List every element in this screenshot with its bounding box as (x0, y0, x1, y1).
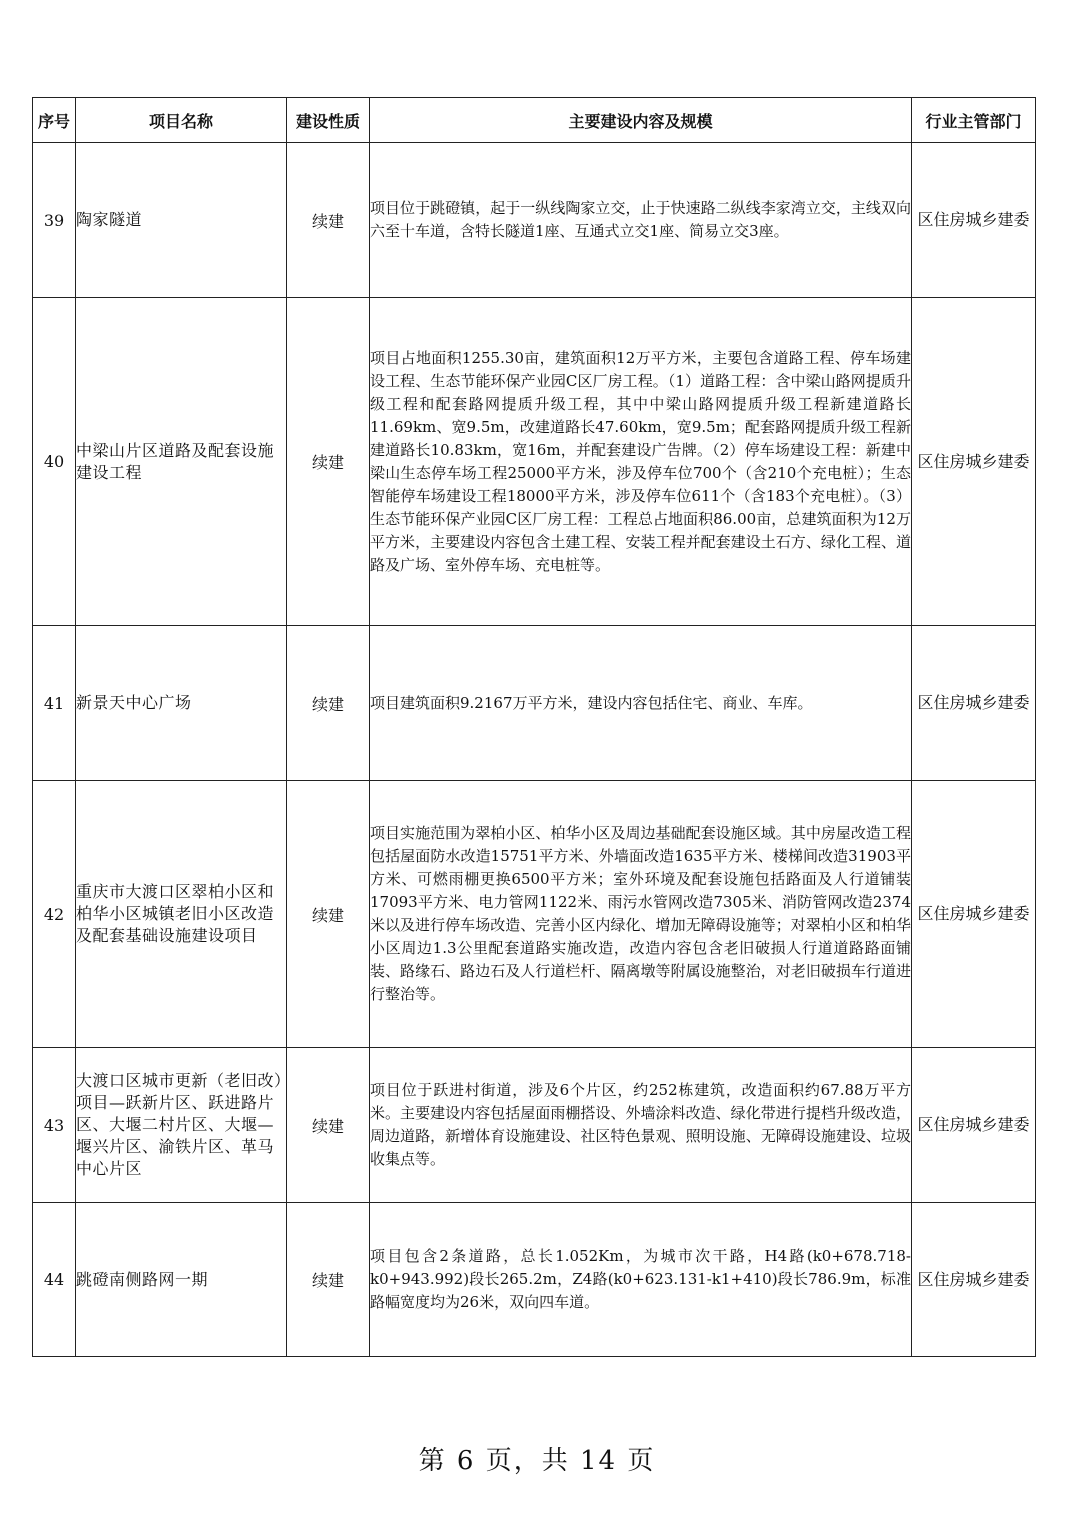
table-header-row (33, 98, 1036, 143)
row-nature: 续建 (287, 298, 370, 626)
row-dept: 区住房城乡建委 (912, 298, 1036, 626)
table-row (33, 626, 1036, 781)
row-no: 42 (33, 781, 76, 1048)
table-row (33, 1048, 1036, 1203)
row-project-name: 重庆市大渡口区翠柏小区和柏华小区城镇老旧小区改造及配套基础设施建设项目 (76, 781, 287, 1048)
row-content: 项目建筑面积9.2167万平方米，建设内容包括住宅、商业、车库。 (370, 626, 912, 781)
row-nature: 续建 (287, 1203, 370, 1357)
table-row (33, 298, 1036, 626)
table-row (33, 781, 1036, 1048)
row-content: 项目实施范围为翠柏小区、柏华小区及周边基础配套设施区域。其中房屋改造工程包括屋面防水改造15751平方米、外墙面改造1635平方米、楼梯间改造31903平方米、可燃雨棚更换6500平方米；室外环境及配套设施包括路面及人行道铺装17093平方米、电力管网1122米、雨污水管网改造7305米、消防管网改造2374米以及进行停车场改造、完善小区内绿化、增加无障碍设施等；对翠柏小区和柏华小区周边1.3公里配套道路实施改造，改造内容包含老旧破损人行道道路路面铺装、路缘石、路边石及人行道栏杆、隔离墩等附属设施整治，对老旧破损车行道进行整治等。 (370, 781, 912, 1048)
row-content: 项目占地面积1255.30亩，建筑面积12万平方米，主要包含道路工程、停车场建设工程、生态节能环保产业园C区厂房工程。（1）道路工程：含中梁山路网提质升级工程和配套路网提质升级工程，其中中梁山路网提质升级工程新建道路长11.69km、宽9.5m，改建道路长47.60km，宽9.5m；配套路网提质升级工程新建道路长10.83km，宽16m，并配套建设广告牌。（2）停车场建设工程：新建中梁山生态停车场工程25000平方米，涉及停车位700个（含210个充电桩）；生态智能停车场建设工程18000平方米，涉及停车位611个（含183个充电桩）。（3）生态节能环保产业园C区厂房工程：工程总占地面积86.00亩，总建筑面积为12万平方米，主要建设内容包含土建工程、安装工程并配套建设土石方、绿化工程、道路及广场、室外停车场、充电桩等。 (370, 298, 912, 626)
row-dept: 区住房城乡建委 (912, 1048, 1036, 1203)
row-dept: 区住房城乡建委 (912, 1203, 1036, 1357)
row-dept: 区住房城乡建委 (912, 781, 1036, 1048)
header-name: 项目名称 (76, 98, 287, 143)
row-project-name: 跳磴南侧路网一期 (76, 1203, 287, 1357)
header-no: 序号 (33, 98, 76, 143)
row-nature: 续建 (287, 1048, 370, 1203)
row-dept: 区住房城乡建委 (912, 626, 1036, 781)
row-no: 44 (33, 1203, 76, 1357)
header-content: 主要建设内容及规模 (370, 98, 912, 143)
row-project-name: 陶家隧道 (76, 143, 287, 298)
table-row (33, 1203, 1036, 1357)
row-content: 项目包含2条道路，总长1.052Km，为城市次干路，H4路(k0+678.718-k0+943.992)段长265.2m，Z4路(k0+623.131-k1+410)段长786.9m，标准路幅宽度均为26米，双向四车道。 (370, 1203, 912, 1357)
header-dept: 行业主管部门 (912, 98, 1036, 143)
row-nature: 续建 (287, 781, 370, 1048)
page-number: 第 6 页，共 14 页 (418, 1446, 656, 1476)
project-table (32, 97, 1036, 1357)
row-no: 43 (33, 1048, 76, 1203)
table-row (33, 143, 1036, 298)
row-project-name: 中梁山片区道路及配套设施建设工程 (76, 298, 287, 626)
row-no: 41 (33, 626, 76, 781)
row-dept: 区住房城乡建委 (912, 143, 1036, 298)
row-content: 项目位于跃进村街道，涉及6个片区，约252栋建筑，改造面积约67.88万平方米。主要建设内容包括屋面雨棚搭设、外墙涂料改造、绿化带进行提档升级改造，周边道路，新增体育设施建设、社区特色景观、照明设施、无障碍设施建设、垃圾收集点等。 (370, 1048, 912, 1203)
row-nature: 续建 (287, 143, 370, 298)
row-project-name: 新景天中心广场 (76, 626, 287, 781)
row-no: 40 (33, 298, 76, 626)
row-no: 39 (33, 143, 76, 298)
row-nature: 续建 (287, 626, 370, 781)
header-nature: 建设性质 (287, 98, 370, 143)
row-project-name: 大渡口区城市更新（老旧改）项目—跃新片区、跃进路片区、大堰二村片区、大堰—堰兴片区、渝铁片区、革马中心片区 (76, 1048, 287, 1203)
row-content: 项目位于跳磴镇，起于一纵线陶家立交，止于快速路二纵线李家湾立交，主线双向六至十车道，含特长隧道1座、互通式立交1座、简易立交3座。 (370, 143, 912, 298)
